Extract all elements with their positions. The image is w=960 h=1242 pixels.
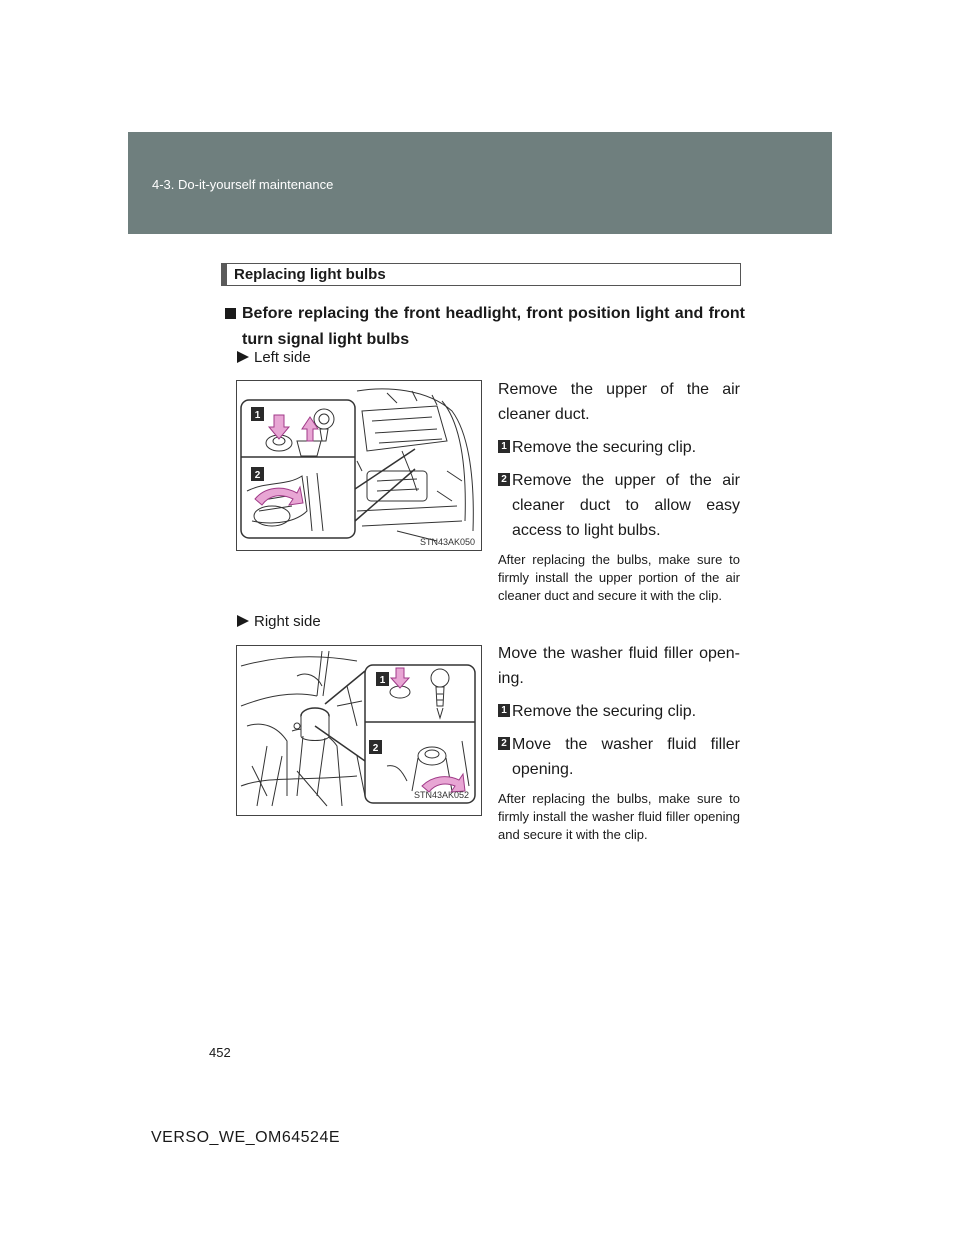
left-step-2 xyxy=(498,468,740,543)
right-step-1-text: Remove the securing clip. xyxy=(512,703,697,720)
svg-text:2: 2 xyxy=(254,470,261,481)
left-instructions xyxy=(498,377,740,605)
svg-text:1: 1 xyxy=(379,675,386,686)
step-number-badge: 2 xyxy=(498,473,510,486)
left-lead-text: Remove the upper of the air cleaner duct. xyxy=(498,381,740,423)
section-title: Replacing light bulbs xyxy=(234,266,386,283)
figure-code: STN43AK050 xyxy=(419,537,475,547)
right-step-2 xyxy=(498,732,740,782)
right-side-illustration xyxy=(236,645,482,816)
left-note: After replacing the bulbs, make sure to firmly install the upper portion of the air cleaner duct and secure it with the clip. xyxy=(498,552,740,603)
triangle-marker-icon xyxy=(237,351,249,363)
chapter-heading: 4-3. Do-it-yourself maintenance xyxy=(152,177,334,192)
right-side-label xyxy=(237,613,321,630)
bullet-text: Before replacing the front headlight, front position light and front turn signal light bulbs xyxy=(242,305,745,348)
right-step-1 xyxy=(498,699,740,724)
step-number-badge: 2 xyxy=(498,737,510,750)
right-side-text: Right side xyxy=(254,613,321,630)
svg-text:2: 2 xyxy=(372,743,379,754)
left-side-illustration xyxy=(236,380,482,551)
left-side-label xyxy=(237,349,311,366)
left-side-text: Left side xyxy=(254,349,311,366)
figure-code: STN43AK052 xyxy=(413,790,469,800)
square-bullet-icon xyxy=(225,308,236,319)
right-lead-text: Move the washer fluid filler open-ing. xyxy=(498,645,740,687)
right-step-2-text: Move the washer fluid filler opening. xyxy=(512,736,740,778)
step-number-badge: 1 xyxy=(498,440,510,453)
right-instructions xyxy=(498,641,740,844)
section-title-bar xyxy=(221,263,741,286)
header-band xyxy=(128,132,832,234)
triangle-marker-icon xyxy=(237,615,249,627)
left-step-1 xyxy=(498,435,740,460)
left-step-2-text: Remove the upper of the air cleaner duct to allow easy access to light bulbs. xyxy=(512,472,740,539)
bullet-heading xyxy=(225,301,745,353)
document-code: VERSO_WE_OM64524E xyxy=(151,1129,341,1146)
page-number: 452 xyxy=(209,1045,231,1060)
left-step-1-text: Remove the securing clip. xyxy=(512,439,697,456)
svg-text:1: 1 xyxy=(254,410,261,421)
right-note: After replacing the bulbs, make sure to firmly install the washer fluid filler opening and secure it with the clip. xyxy=(498,791,740,842)
step-number-badge: 1 xyxy=(498,704,510,717)
